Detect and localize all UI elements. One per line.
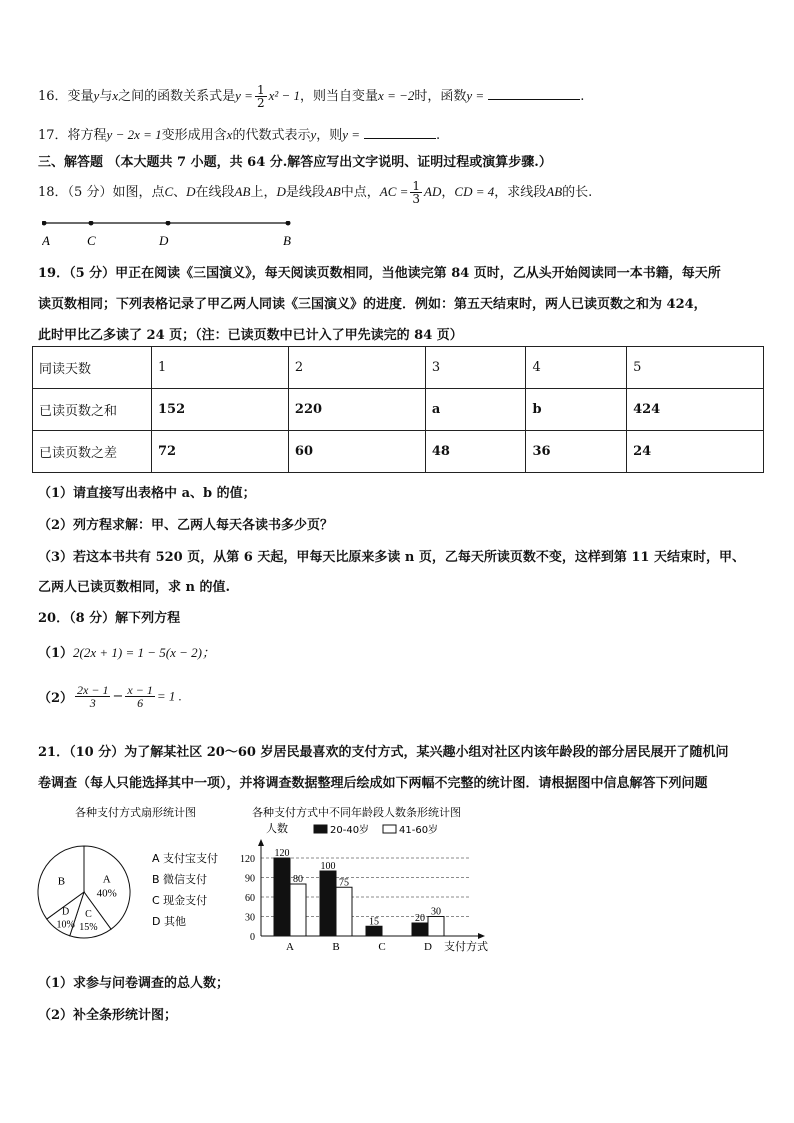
table-cell: 220 <box>288 389 425 431</box>
x-tick-label: D <box>424 941 432 953</box>
bar-c-series-1 <box>366 926 382 936</box>
bar-value-label: 75 <box>339 877 349 889</box>
question-21-part2: （2）补全条形统计图； <box>38 1008 178 1023</box>
y-tick-label: 90 <box>245 873 255 885</box>
charts-figure <box>30 804 500 954</box>
reading-progress-table <box>32 346 764 473</box>
pie-pct-c: 15% <box>79 922 98 934</box>
table-cell: 已读页数之差 <box>33 431 152 473</box>
y-tick-label: 120 <box>240 854 255 865</box>
point-d <box>166 221 171 226</box>
pie-label-a: A <box>102 873 111 886</box>
answer-blank[interactable] <box>364 125 436 139</box>
segment-diagram <box>42 221 302 251</box>
question-19-part3a: （3）若这本书共有 520 页，从第 6 天起，甲每天比原来多读 n 页，乙每天所读页数不变，这样到第 11 天结束时，甲、 <box>38 550 745 565</box>
bar-value-label: 80 <box>293 874 303 885</box>
pie-label-d: D <box>61 906 70 918</box>
question-19-part3b: 乙两人已读页数相同，求 n 的值. <box>38 580 231 595</box>
bar-title: 各种支付方式中不同年龄段人数条形统计图 <box>252 806 461 819</box>
question-19-line3: 此时甲比乙多读了 24 页；（注：已读页数中已计入了甲先读完的 84 页） <box>38 328 463 343</box>
question-19-line2: 读页数相同；下列表格记录了甲乙两人同读《三国演义》的进度．例如：第五天结束时，两人已读页数之和为 424， <box>38 297 707 312</box>
legend-swatch-series-1 <box>314 825 327 833</box>
bar-d-series-1 <box>412 923 428 936</box>
x-axis-label: 支付方式 <box>444 940 488 953</box>
question-21-part1: （1）求参与问卷调查的总人数； <box>38 976 230 991</box>
pie-legend-item: D 其他 <box>152 915 186 928</box>
bar-value-label: 15 <box>369 916 379 928</box>
bar-chart <box>240 805 488 953</box>
label-d: D <box>159 233 169 248</box>
pie-legend-item: A 支付宝支付 <box>152 852 219 865</box>
bar-d-series-2 <box>428 917 444 937</box>
label-a: A <box>42 233 50 248</box>
section-heading: 三、解答题 （本大题共 7 小题，共 64 分.解答应写出文字说明、证明过程或演算步骤.） <box>38 155 552 170</box>
table-cell: 36 <box>526 431 627 473</box>
bar-a-series-2 <box>290 884 306 936</box>
table-cell: 424 <box>627 389 764 431</box>
pie-label-b: B <box>57 875 66 888</box>
pie-chart <box>38 805 218 938</box>
question-21-line2: 卷调查（每人只能选择其中一项），并将调查数据整理后绘成如下两幅不完整的统计图．请根据图中信息解答下列问题 <box>38 776 708 791</box>
x-tick-label: C <box>378 941 386 953</box>
fraction-half: $\frac{1}{2}$ <box>256 83 265 110</box>
question-16: 16．变量y与x之间的函数关系式是y = $\frac{1}{2}$ x² − 1，则当自变量x = −2时，函数y = . <box>38 83 585 110</box>
bar-b-series-2 <box>336 887 352 936</box>
table-cell: 48 <box>425 431 526 473</box>
x-tick-label: B <box>332 941 340 953</box>
question-19-part1: （1）请直接写出表格中 a、b 的值； <box>38 486 256 501</box>
answer-blank[interactable] <box>488 86 580 100</box>
y-tick-label: 30 <box>245 912 255 924</box>
fraction-1: $\frac{2x - 1}{3}$ <box>77 683 109 710</box>
pie-pct-d: 10% <box>56 919 75 931</box>
fraction-2: $\frac{x - 1}{6}$ <box>127 683 153 710</box>
table-cell: 152 <box>152 389 289 431</box>
bar-value-label: 20 <box>415 913 425 924</box>
point-a <box>42 221 47 226</box>
fraction-third: $\frac{1}{3}$ <box>412 179 421 206</box>
x-tick-label: A <box>286 941 294 953</box>
question-19-line1: 19．（5 分）甲正在阅读《三国演义》，每天阅读页数相同，当他读完第 84 页时，乙从头开始阅读同一本书籍，每天所 <box>38 266 721 281</box>
point-b <box>286 221 291 226</box>
label-b: B <box>283 233 291 248</box>
y-axis-arrow-icon <box>258 839 264 846</box>
pie-legend-item: B 微信支付 <box>152 873 208 886</box>
y-axis-label: 人数 <box>266 822 288 835</box>
question-19-part2: （2）列方程求解：甲、乙两人每天各读书多少页？ <box>38 518 334 533</box>
question-20-title: 20．（8 分）解下列方程 <box>38 611 181 626</box>
bar-value-label: 120 <box>274 848 290 859</box>
question-20-part1: （1）2(2x + 1) = 1 − 5(x − 2)； <box>38 645 215 661</box>
table-cell: 72 <box>152 431 289 473</box>
question-17: 17．将方程y − 2x = 1变形成用含x的代数式表示y，则y = . <box>38 127 441 143</box>
x-axis-arrow-icon <box>478 933 485 939</box>
legend-label-series-2: 41-60岁 <box>399 825 439 836</box>
table-cell: 同读天数 <box>33 347 152 389</box>
table-row <box>33 431 764 473</box>
question-21-line1: 21．（10 分）为了解某社区 20～60 岁居民最喜欢的支付方式，某兴趣小组对社区内该年龄段的部分居民展开了随机问 <box>38 745 729 760</box>
bar-value-label: 30 <box>431 906 441 918</box>
legend-label-series-1: 20-40岁 <box>330 825 370 836</box>
table-row <box>33 347 764 389</box>
bar-b-series-1 <box>320 871 336 936</box>
table-cell: 4 <box>526 347 627 389</box>
label-c: C <box>87 233 96 248</box>
legend-swatch-series-2 <box>383 825 396 833</box>
table-cell: a <box>425 389 526 431</box>
table-cell: b <box>526 389 627 431</box>
pie-legend-item: C 现金支付 <box>152 894 208 907</box>
table-cell: 5 <box>627 347 764 389</box>
bar-a-series-1 <box>274 858 290 936</box>
table-cell: 已读页数之和 <box>33 389 152 431</box>
y-tick-label: 0 <box>250 932 255 943</box>
table-row <box>33 389 764 431</box>
table-cell: 2 <box>288 347 425 389</box>
question-18: 18．（5 分）如图，点C、D在线段AB上，D是线段AB中点，AC = $\frac{1}{3}$ AD，CD = 4，求线段AB的长. <box>38 179 593 206</box>
y-tick-label: 60 <box>245 893 255 904</box>
point-c <box>89 221 94 226</box>
table-cell: 1 <box>152 347 289 389</box>
pie-label-c: C <box>85 909 92 921</box>
table-cell: 24 <box>627 431 764 473</box>
table-cell: 3 <box>425 347 526 389</box>
pie-pct-a: 40% <box>96 887 117 900</box>
pie-title: 各种支付方式扇形统计图 <box>75 806 196 819</box>
table-cell: 60 <box>288 431 425 473</box>
question-20-part2: （2） $\frac{2x - 1}{3}$ − $\frac{x - 1}{6}$ = 1 . <box>38 683 182 710</box>
bar-value-label: 100 <box>320 861 336 872</box>
